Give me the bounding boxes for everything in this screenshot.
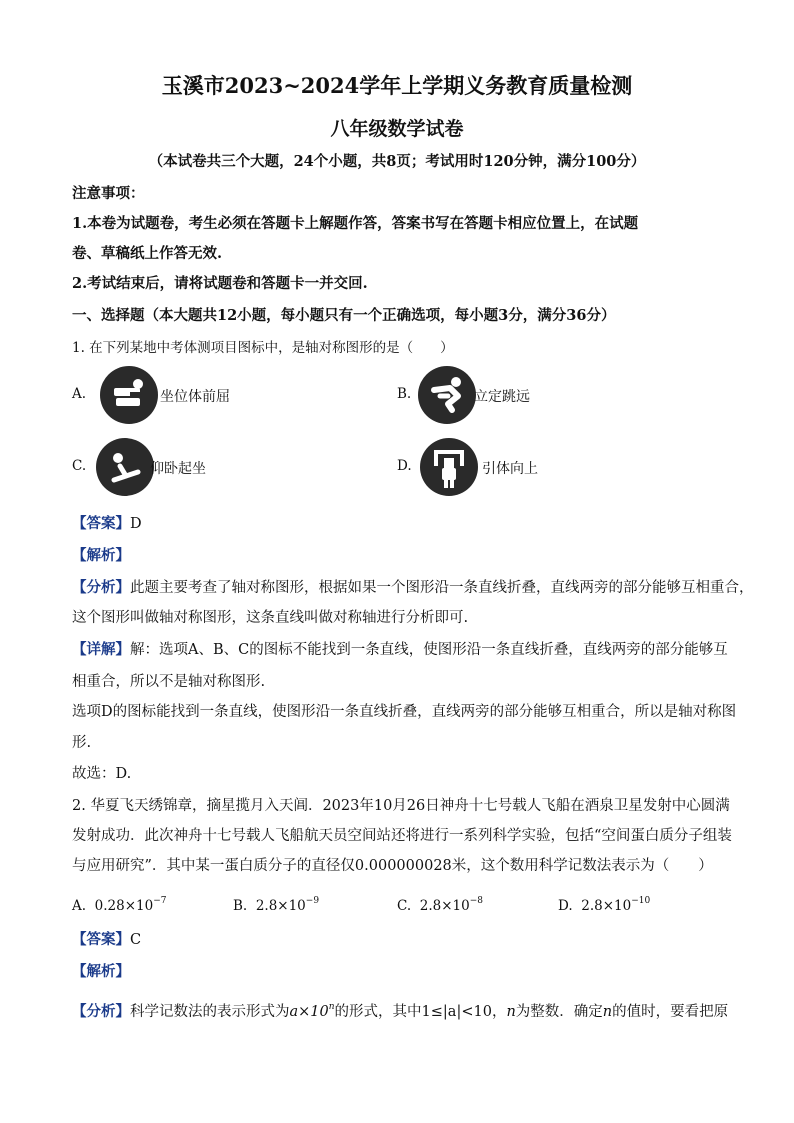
q2-fenxi-formula: a×10 xyxy=(289,1004,329,1020)
choice-letter: D. xyxy=(558,898,573,914)
exam-title: 玉溪市2023~2024学年上学期义务教育质量检测 xyxy=(161,73,633,98)
q2-fenxi-text-e: 的值时，要看把原 xyxy=(612,1004,729,1020)
choice-letter: A. xyxy=(72,898,87,914)
section1-heading: 一、选择题（本大题共12小题，每小题只有一个正确选项，每小题3分，满分36分） xyxy=(72,307,616,324)
answer-tag: 【答案】 xyxy=(72,515,130,532)
q1-option-d-label: 引体向上 xyxy=(482,461,538,477)
choice-letter: C. xyxy=(397,898,412,914)
q2-fenxi-range: 1≤|a|<10 xyxy=(421,1004,492,1020)
q2-fenxi-formula-exp: n xyxy=(328,1002,335,1012)
q1-conclusion: 故选：D. xyxy=(72,766,132,782)
notes-item2: 2.考试结束后，请将试题卷和答题卡一并交回. xyxy=(72,275,368,292)
q1-option-c-label: 仰卧起坐 xyxy=(150,461,206,477)
q1-fenxi-line1 xyxy=(72,578,754,598)
exam-info: （本试卷共三个大题，24个小题，共8页；考试用时120分钟，满分100分） xyxy=(148,153,646,170)
fenxi-tag: 【分析】 xyxy=(72,1003,130,1020)
q1-xiangjie-text: 解：选项A、B、C的图标不能找到一条直线，使图形沿一条直线折叠，直线两旁的部分能够互 xyxy=(130,642,728,658)
q2-stem-line3: 与应用研究”．其中某一蛋白质分子的直径仅0.000000028米，这个数用科学记数法表示为（ ） xyxy=(72,858,713,874)
sit-reach-icon xyxy=(100,366,158,424)
choice-base: 0.28×10 xyxy=(94,898,154,914)
q2-choice-c xyxy=(397,896,483,914)
q1-option-d-letter: D. xyxy=(397,458,412,474)
q2-choice-b xyxy=(233,896,319,914)
sit-up-icon xyxy=(96,438,154,496)
xiangjie-tag: 【详解】 xyxy=(72,641,130,658)
q1-option-a-label: 坐位体前屈 xyxy=(160,389,230,405)
q2-fenxi-n: n xyxy=(506,1004,516,1020)
q2-stem-line2: 发射成功．此次神舟十七号载人飞船航天员空间站还将进行一系列科学实验，包括“空间蛋白质分子组装 xyxy=(72,828,732,844)
notes-item1-line1: 1.本卷为试题卷，考生必须在答题卡上解题作答，答案书写在答题卡相应位置上，在试题 xyxy=(72,215,639,232)
choice-exp: −8 xyxy=(469,896,483,906)
answer-tag: 【答案】 xyxy=(72,931,130,948)
q1-analysis-tag: 【解析】 xyxy=(72,547,130,564)
choice-exp: −7 xyxy=(153,896,167,906)
q2-fenxi-text-a: 科学记数法的表示形式为 xyxy=(130,1004,290,1020)
choice-exp: −9 xyxy=(305,896,320,906)
q2-answer-row xyxy=(72,930,141,950)
q1-option-a-letter: A. xyxy=(72,386,87,402)
q1-answer-row xyxy=(72,514,142,534)
choice-letter: B. xyxy=(233,898,248,914)
q1-fenxi-line2: 这个图形叫做轴对称图形，这条直线叫做对称轴进行分析即可. xyxy=(72,610,469,626)
q1-fenxi-text: 此题主要考查了轴对称图形，根据如果一个图形沿一条直线折叠，直线两旁的部分能够互相重合， xyxy=(130,580,754,596)
choice-base: 2.8×10 xyxy=(581,898,632,914)
q1-xiangjie-line4: 形. xyxy=(72,735,92,751)
q1-xiangjie-line1 xyxy=(72,640,728,660)
choice-base: 2.8×10 xyxy=(419,898,470,914)
q1-option-b-letter: B. xyxy=(397,386,412,402)
q2-fenxi-text-b: 的形式，其中 xyxy=(334,1004,422,1020)
q1-stem: 1. 在下列某地中考体测项目图标中，是轴对称图形的是（ ） xyxy=(72,340,454,356)
q1-xiangjie-line3: 选项D的图标能找到一条直线，使图形沿一条直线折叠，直线两旁的部分能够互相重合，所以是轴对称图 xyxy=(72,704,737,720)
q2-answer: C xyxy=(130,932,142,948)
q2-analysis-tag: 【解析】 xyxy=(72,963,130,980)
q1-option-b-label: 立定跳远 xyxy=(474,389,530,405)
q2-stem-line1: 2. 华夏飞天绣锦章，摘星揽月入天阊．2023年10月26日神舟十七号载人飞船在酒泉卫星发射中心圆满 xyxy=(72,798,730,814)
pull-up-icon xyxy=(420,438,478,496)
notes-heading: 注意事项： xyxy=(72,185,145,202)
q1-option-c-letter: C. xyxy=(72,458,87,474)
q1-answer: D xyxy=(130,516,142,532)
long-jump-icon xyxy=(418,366,476,424)
notes-item1-line2: 卷、草稿纸上作答无效. xyxy=(72,245,223,262)
q2-fenxi-line1 xyxy=(72,997,728,1022)
choice-base: 2.8×10 xyxy=(255,898,306,914)
choice-exp: −10 xyxy=(631,896,651,906)
q2-choice-a xyxy=(72,896,166,914)
q2-fenxi-text-d: 为整数．确定 xyxy=(515,1004,603,1020)
fenxi-tag: 【分析】 xyxy=(72,579,130,596)
q2-fenxi-text-c: ， xyxy=(491,1004,507,1020)
q1-xiangjie-line2: 相重合，所以不是轴对称图形. xyxy=(72,674,266,690)
exam-subtitle: 八年级数学试卷 xyxy=(330,118,464,140)
q2-choice-d xyxy=(558,896,650,914)
q2-fenxi-n2: n xyxy=(602,1004,613,1020)
